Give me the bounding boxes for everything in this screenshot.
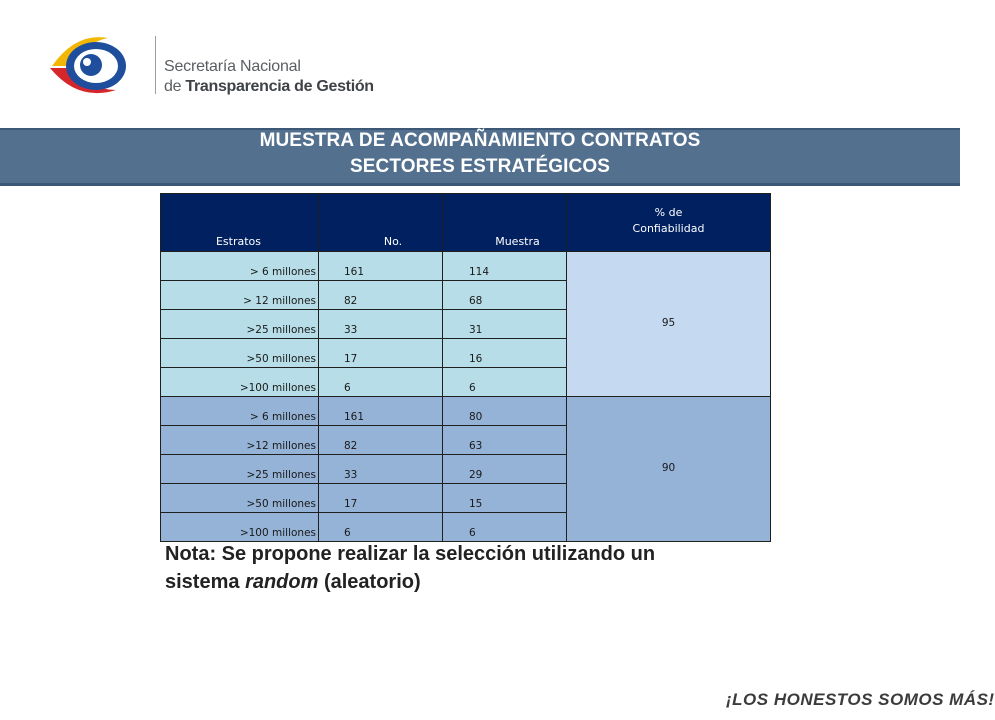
logo-text-bold: Transparencia de Gestión [185,78,374,95]
logo-divider [155,36,156,94]
cell-muestra: 68 [443,281,567,310]
logo-text-prefix: de [164,78,182,95]
cell-muestra: 6 [443,368,567,397]
sample-table [160,193,771,542]
header-no: No. [319,194,443,252]
logo-text-line1: Secretaría Nacional [164,58,301,75]
cell-estrato: >100 millones [161,513,319,542]
note-line2 [165,568,805,596]
note-line1: Nota: Se propone realizar la selección utilizando un [165,543,656,565]
cell-estrato: >25 millones [161,310,319,339]
cell-muestra: 6 [443,513,567,542]
cell-estrato: >50 millones [161,484,319,513]
cell-muestra: 31 [443,310,567,339]
cell-muestra: 63 [443,426,567,455]
cell-no: 17 [319,339,443,368]
header-confiabilidad-line2: Confiabilidad [632,222,705,235]
header-confiabilidad [567,194,771,252]
cell-no: 33 [319,310,443,339]
note-line2-suffix: (aleatorio) [318,571,421,593]
note-text [165,540,805,596]
header-muestra: Muestra [443,194,567,252]
cell-no: 6 [319,368,443,397]
cell-estrato: >50 millones [161,339,319,368]
eye-logo-icon [46,32,150,98]
cell-estrato: >25 millones [161,455,319,484]
cell-no: 82 [319,426,443,455]
cell-muestra: 29 [443,455,567,484]
header-estratos: Estratos [161,194,319,252]
header-confiabilidad-line1: % de [654,206,683,219]
logo-text-line2 [164,78,374,96]
slogan: ¡LOS HONESTOS SOMOS MÁS! [726,690,995,709]
table-row [161,252,771,281]
cell-no: 17 [319,484,443,513]
title-line1: MUESTRA DE ACOMPAÑAMIENTO CONTRATOS [259,130,701,151]
cell-muestra: 15 [443,484,567,513]
table-header-row [161,194,771,252]
note-line2-prefix: sistema [165,571,246,593]
cell-estrato: >100 millones [161,368,319,397]
note-line2-italic: random [245,571,319,593]
cell-confiabilidad-95: 95 [567,252,771,397]
cell-estrato: > 12 millones [161,281,319,310]
cell-no: 161 [319,397,443,426]
cell-estrato: > 6 millones [161,252,319,281]
cell-estrato: > 6 millones [161,397,319,426]
cell-estrato: >12 millones [161,426,319,455]
cell-muestra: 80 [443,397,567,426]
logo [46,32,374,98]
cell-confiabilidad-90: 90 [567,397,771,542]
cell-muestra: 114 [443,252,567,281]
cell-no: 161 [319,252,443,281]
cell-muestra: 16 [443,339,567,368]
table-row [161,397,771,426]
title-line2: SECTORES ESTRATÉGICOS [349,156,611,177]
cell-no: 6 [319,513,443,542]
cell-no: 82 [319,281,443,310]
cell-no: 33 [319,455,443,484]
title-band [0,128,960,186]
